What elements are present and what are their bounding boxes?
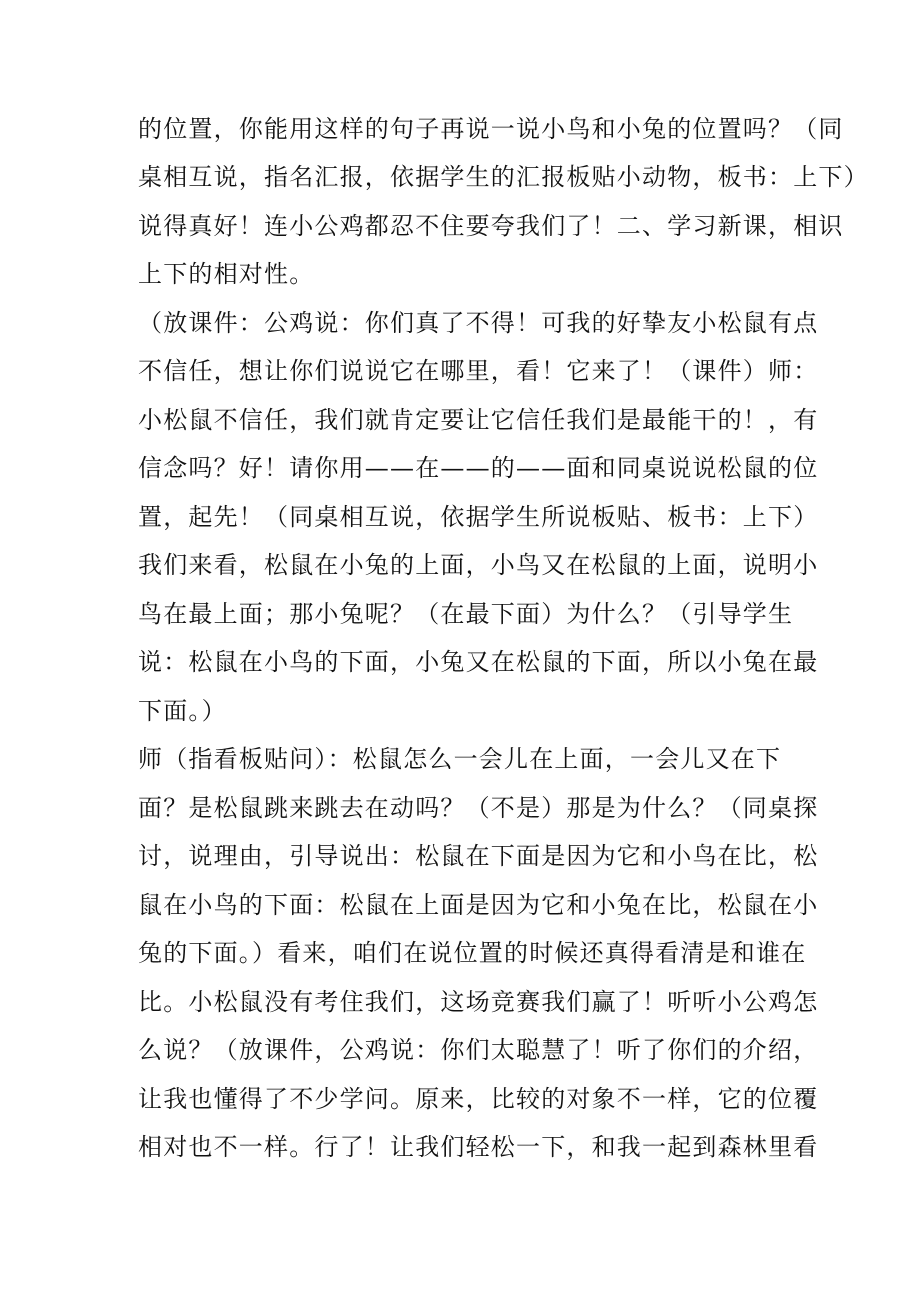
text-line: 相对也不一样。行了！让我们轻松一下，和我一起到森林里看: [138, 1133, 819, 1161]
text-line: 讨，说理由，引导说出：松鼠在下面是因为它和小鸟在比，松: [138, 842, 819, 870]
text-line: （放课件：公鸡说：你们真了不得！可我的好挚友小松鼠有点: [138, 309, 819, 337]
text-line: 比。小松鼠没有考住我们，这场竞赛我们赢了！听听小公鸡怎: [138, 988, 819, 1016]
text-line: 不信任，想让你们说说它在哪里，看！它来了！（课件）师：: [138, 357, 819, 385]
text-line: 鼠在小鸟的下面：松鼠在上面是因为它和小兔在比，松鼠在小: [138, 891, 819, 919]
text-line: 置，起先！（同桌相互说，依据学生所说板贴、板书：上下）: [138, 503, 819, 531]
text-line: 鸟在最上面；那小兔呢？（在最下面）为什么？（引导学生: [138, 600, 794, 628]
text-line: 上下的相对性。: [138, 260, 315, 288]
text-line: 让我也懂得了不少学问。原来，比较的对象不一样，它的位覆: [138, 1085, 819, 1113]
text-line: 我们来看，松鼠在小兔的上面，小鸟又在松鼠的上面，说明小: [138, 551, 819, 579]
text-line: 小松鼠不信任，我们就肯定要让它信任我们是最能干的！，有: [138, 406, 819, 434]
text-line: 信念吗？好！请你用——在——的——面和同桌说说松鼠的位: [138, 454, 819, 482]
text-line: 说：松鼠在小鸟的下面，小兔又在松鼠的下面，所以小兔在最: [138, 648, 819, 676]
text-line: 面？是松鼠跳来跳去在动吗？（不是）那是为什么？（同桌探: [138, 794, 819, 822]
text-line: 下面。）: [138, 697, 227, 725]
text-line: 说得真好！连小公鸡都忍不住要夸我们了！二、学习新课，相识: [138, 212, 844, 240]
text-line: 么说？（放课件，公鸡说：你们太聪慧了！听了你们的介绍，: [138, 1036, 819, 1064]
text-line: 师（指看板贴问）：松鼠怎么一会儿在上面，一会儿又在下: [138, 745, 782, 773]
text-line: 兔的下面。）看来，咱们在说位置的时候还真得看清是和谁在: [138, 939, 807, 967]
text-line: 的位置，你能用这样的句子再说一说小鸟和小兔的位置吗？（同: [138, 115, 844, 143]
text-line: 桌相互说，指名汇报，依据学生的汇报板贴小动物，板书：上下）: [138, 163, 869, 191]
